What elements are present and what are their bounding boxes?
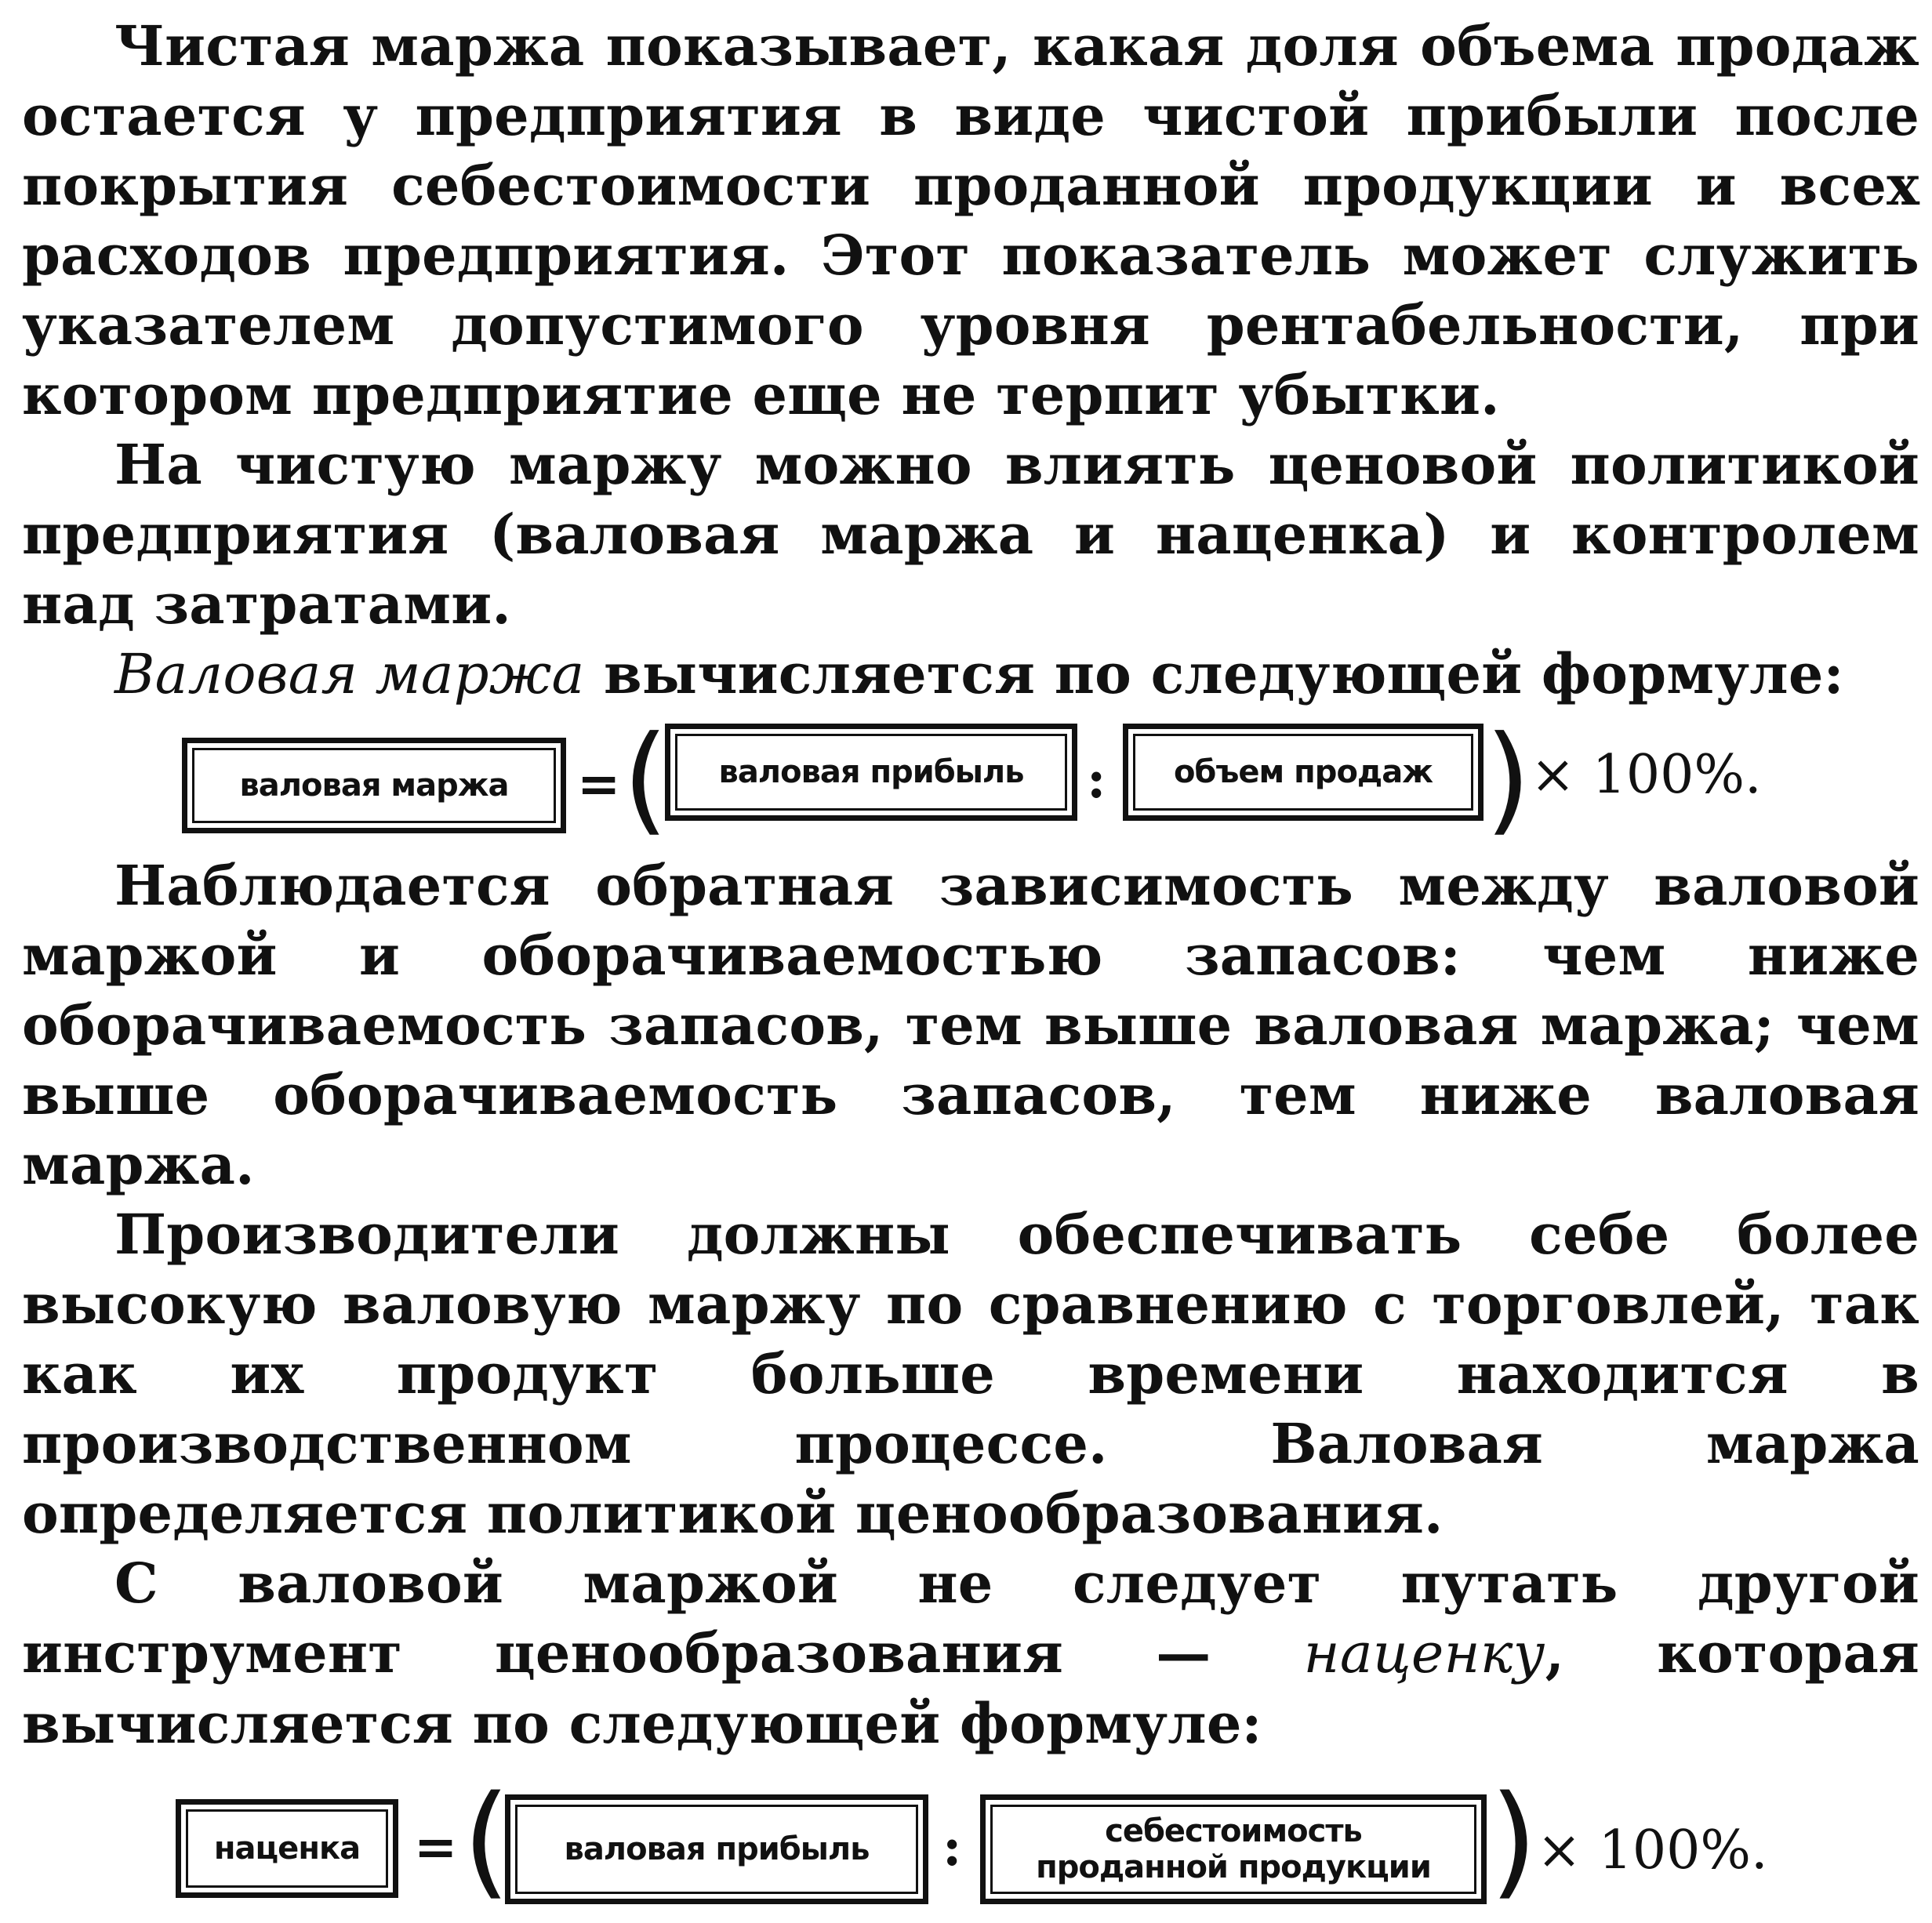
formula2-multiplier: × 100%.	[1537, 1820, 1768, 1881]
formula1-close-paren: )	[1485, 711, 1531, 847]
formula2-equals: =	[414, 1816, 458, 1878]
paragraph-influence: На чистую маржу можно влиять ценовой политикой предприятия (валовая маржа и наценка) и контролем над затратами.	[22, 432, 1919, 637]
formula2-result-label: наценка	[186, 1809, 388, 1888]
gross-margin-intro-text: вычисляется по следующей формуле:	[584, 641, 1844, 706]
formula2-divide: :	[942, 1816, 962, 1878]
formula2-numerator-label: валовая прибыль	[515, 1805, 918, 1894]
term-markup: наценку	[1303, 1621, 1545, 1685]
formula2-denominator-line1: себестоимость	[1105, 1813, 1362, 1849]
formula-markup	[22, 1758, 1919, 1923]
formula2-denominator-box	[980, 1794, 1487, 1904]
formula1-equals: =	[577, 753, 621, 815]
formula1-open-paren: (	[623, 711, 669, 847]
formula2-open-paren: (	[463, 1769, 510, 1911]
formula1-divide: :	[1087, 749, 1106, 810]
term-gross-margin: Валовая маржа	[114, 642, 585, 706]
formula2-close-paren: )	[1490, 1769, 1538, 1911]
document-page	[22, 11, 1919, 1923]
formula1-denominator-label: объем продаж	[1133, 734, 1473, 811]
paragraph-gross-margin-intro	[22, 639, 1919, 709]
paragraph-net-margin: Чистая маржа показывает, какая доля объема продаж остается у предприятия в виде чистой прибыли после покрытия себестоимости проданной продукции и всех расходов предприятия. Этот показатель может служить указателем допустимого уровня рентабельности, при котором предприятие еще не терпит убытки.	[22, 13, 1919, 427]
formula1-numerator-box	[665, 724, 1077, 821]
formula2-denominator-label	[990, 1805, 1476, 1894]
paragraph-producers: Производители должны обеспечивать себе более высокую валовую маржу по сравнению с торговлей, так как их продукт больше времени находится в производственном процессе. Валовая маржа определяется политикой ценообразования.	[22, 1202, 1919, 1546]
formula2-denominator-line2: проданной продукции	[1036, 1849, 1431, 1885]
paragraph-markup-intro	[22, 1548, 1919, 1758]
formula2-numerator-box	[505, 1794, 928, 1904]
markup-intro-end: , которая вычисляется по следующей формуле:	[22, 1620, 1919, 1756]
markup-intro-start: С валовой маржой не следует путать другой инструмент ценообразования —	[22, 1551, 1919, 1685]
formula-gross-margin	[22, 709, 1919, 851]
formula1-numerator-label: валовая прибыль	[675, 734, 1067, 811]
formula1-result-box	[182, 738, 566, 833]
formula1-result-label: валовая маржа	[192, 748, 556, 823]
formula1-multiplier: × 100%.	[1531, 744, 1762, 806]
formula1-denominator-box	[1123, 724, 1484, 821]
formula2-result-box	[176, 1799, 398, 1898]
paragraph-inverse-relation: Наблюдается обратная зависимость между валовой маржой и оборачиваемостью запасов: чем ниже оборачиваемость запасов, тем выше валовая маржа; чем выше оборачиваемость запасов, тем ниже валовая маржа.	[22, 853, 1919, 1197]
